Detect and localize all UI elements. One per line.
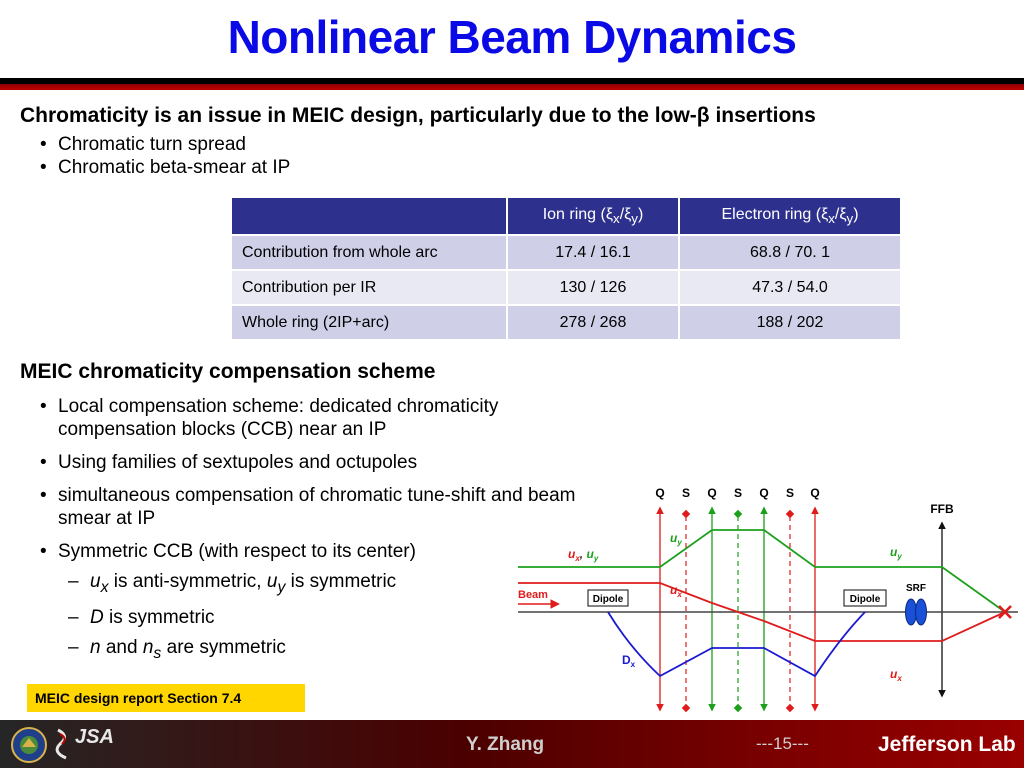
magnet-label: S	[785, 486, 795, 500]
sextupole-diamond	[682, 510, 690, 518]
magnet-label: Q	[707, 486, 717, 500]
uy-label-right: $u_y$	[890, 545, 902, 561]
ccb-diagram	[510, 478, 1020, 718]
bullet-beta-smear: • Chromatic beta-smear at IP	[38, 156, 290, 179]
bullet-symmetric-ccb: • Symmetric CCB (with respect to its center)	[38, 540, 598, 563]
ux-uy-label: $u_x$, $u_y$	[568, 547, 599, 563]
row-label: Contribution per IR	[231, 270, 507, 305]
jsa-logo-icon	[54, 726, 74, 762]
table-header-ion: Ion ring $(\xi_x/\xi_y)$	[507, 197, 679, 235]
sub-bullet-n: – n and $n_s$ are symmetric	[38, 636, 598, 665]
magnet-label: S	[681, 486, 691, 500]
table-row	[231, 235, 901, 270]
beam-label: Beam	[518, 589, 548, 601]
ion-value: 17.4 / 16.1	[507, 235, 679, 270]
sextupole-diamond	[734, 510, 742, 518]
electron-value: 188 / 202	[679, 305, 901, 340]
row-label: Whole ring (2IP+arc)	[231, 305, 507, 340]
ux-label-inner: $u_x$	[670, 583, 682, 599]
doe-seal-icon	[10, 726, 48, 764]
uy-label-inner: $u_y$	[670, 531, 682, 547]
sextupole-diamond	[734, 704, 742, 712]
bullet-families: • Using families of sextupoles and octupoles	[38, 451, 598, 474]
magnet-label: Q	[759, 486, 769, 500]
table-header-empty	[231, 197, 507, 235]
sextupole-diamond	[682, 704, 690, 712]
electron-value: 68.8 / 70. 1	[679, 235, 901, 270]
ion-value: 278 / 268	[507, 305, 679, 340]
sextupole-diamond	[786, 704, 794, 712]
reference-box: MEIC design report Section 7.4	[27, 684, 305, 712]
sub-bullet-ux-uy: – $u_x$ is anti-symmetric, $u_y$ is symmetric	[38, 570, 598, 599]
table-row	[231, 270, 901, 305]
ffb-label: FFB	[930, 502, 954, 516]
table-row	[231, 305, 901, 340]
title-divider	[0, 78, 1024, 90]
table-header-electron: Electron ring $(\xi_x/\xi_y)$	[679, 197, 901, 235]
chromaticity-table	[230, 196, 902, 341]
dipole-left-label: Dipole	[592, 594, 624, 605]
srf-cavity	[916, 599, 927, 625]
jsa-logo-text: JSA	[75, 726, 114, 748]
dx-label: $D_x$	[622, 653, 636, 669]
section-heading-compensation: MEIC chromaticity compensation scheme	[20, 360, 436, 383]
chromaticity-bullets	[38, 133, 290, 179]
section-heading-chromaticity: Chromaticity is an issue in MEIC design, particularly due to the low-β insertions	[20, 104, 816, 127]
electron-value: 47.3 / 54.0	[679, 270, 901, 305]
ion-value: 130 / 126	[507, 270, 679, 305]
bullet-simultaneous: • simultaneous compensation of chromatic tune-shift and beam smear at IP	[38, 484, 598, 530]
page-number: ---15---	[756, 734, 809, 753]
dx-curve	[608, 612, 865, 676]
bullet-turn-spread: • Chromatic turn spread	[38, 133, 290, 156]
bullet-local-scheme: • Local compensation scheme: dedicated chromaticity compensation blocks (CCB) near an IP	[38, 395, 598, 441]
footer-author: Y. Zhang	[466, 734, 545, 755]
srf-cavity	[906, 599, 917, 625]
magnet-label: S	[733, 486, 743, 500]
table-header-row	[231, 197, 901, 235]
row-label: Contribution from whole arc	[231, 235, 507, 270]
jefferson-lab-logo: Jefferson Lab	[878, 733, 1016, 756]
sextupole-diamond	[786, 510, 794, 518]
ux-label-right: $u_x$	[890, 667, 902, 683]
dipole-right-label: Dipole	[849, 594, 881, 605]
srf-label: SRF	[906, 583, 926, 594]
sub-bullet-d: – D is symmetric	[38, 606, 598, 629]
slide-title: Nonlinear Beam Dynamics	[227, 11, 797, 63]
magnet-label: Q	[810, 486, 820, 500]
magnet-label: Q	[655, 486, 665, 500]
footer-bar	[0, 720, 1024, 768]
